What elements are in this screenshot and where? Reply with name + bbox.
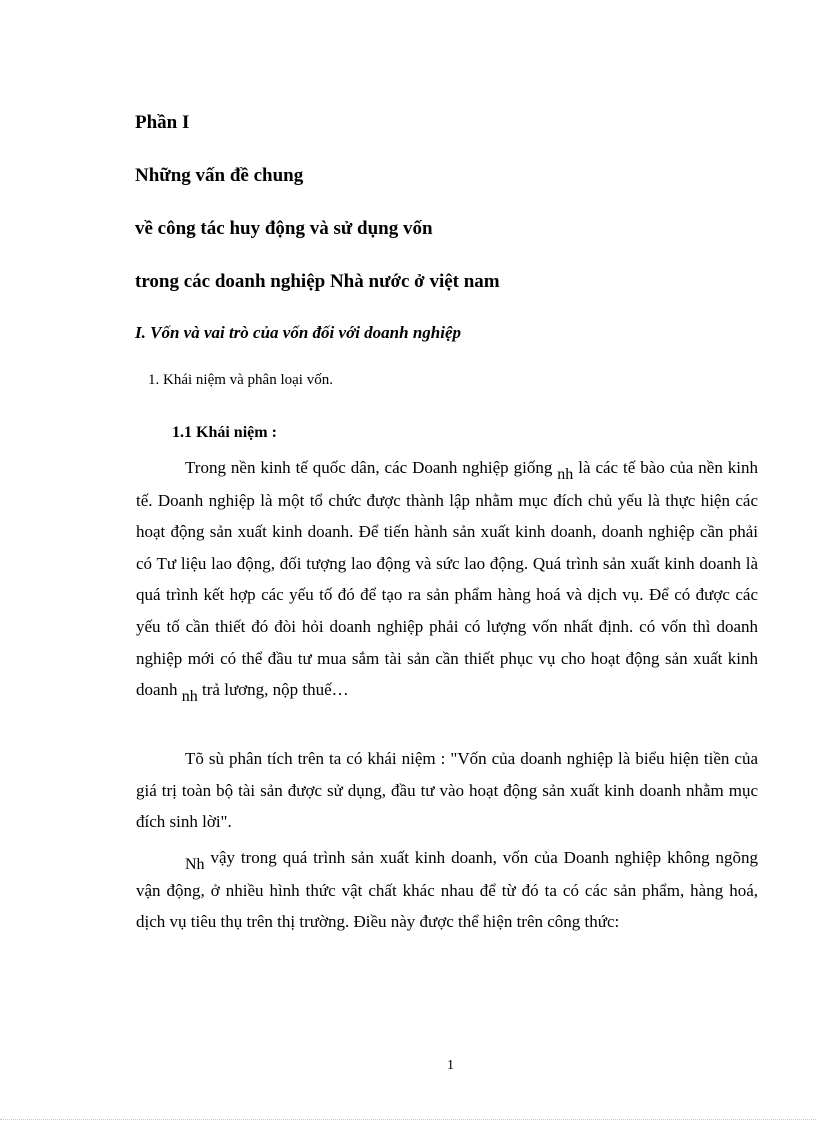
paragraph-1-text-c: trả lương, nộp thuế… [197,680,349,700]
title-line-2: về công tác huy động và sử dụng vốn [135,218,433,239]
paragraph-1 [136,452,758,707]
list-item-heading: 1. Khái niệm và phân loại vốn. [148,372,333,388]
page-break-line [0,1119,816,1120]
paragraph-2 [136,743,758,838]
paragraph-3-nh: Nh [185,856,205,873]
title-line-1: Những vấn đề chung [135,165,304,186]
paragraph-1-text-b: là các tế bào của nền kinh tế. Doanh nghiệp là một tổ chức được thành lập nhằm mục đích chủ yếu là thực hiện các hoạt động sản xuất kinh doanh. Để tiến hành sản xuất kinh doanh, doanh nghiệp cần phải có Tư liệu lao động, đối tượng lao động và sức lao động. Quá trình sản xuất kinh doanh là quá trình kết hợp các yếu tố đó để tạo ra sản phẩm hàng hoá và dịch vụ. Để có được các yếu tố cần thiết đó đòi hỏi doanh nghiệp phải có lượng vốn nhất định. có vốn thì doanh nghiệp mới có thể đầu tư mua sắm tài sản cần thiết phục vụ cho hoạt động sản xuất kinh doanh [136,458,759,700]
subsection-heading: 1.1 Khái niệm : [172,424,277,441]
section-heading: I. Vốn và vai trò của vốn đối với doanh nghiệp [135,323,462,342]
paragraph-2-text: Tõ sù phân tích trên ta có khái niệm : "Vốn của doanh nghiệp là biểu hiện tiền của giá trị toàn bộ tài sản được sử dụng, đầu tư vào hoạt động sản xuất kinh doanh nhằm mục đích sinh lời". [136,749,758,832]
paragraph-1-nh-2: nh [181,688,198,706]
paragraph-1-text-a: Trong nền kinh tế quốc dân, các Doanh nghiệp giống [185,458,558,477]
title-line-3: trong các doanh nghiệp Nhà nước ở việt nam [135,271,500,292]
paragraph-3 [136,842,758,938]
page-number: 1 [447,1058,454,1073]
paragraph-1-nh-1: nh [557,466,574,483]
paragraph-3-text: vậy trong quá trình sản xuất kinh doanh, vốn của Doanh nghiệp không ngõng vận động, ở nhiều hình thức vật chất khác nhau để từ đó ta có các sản phẩm, hàng hoá, dịch vụ tiêu thụ trên thị trường. Điều này được thể hiện trên công thức: [136,848,758,932]
part-heading: Phần I [135,112,190,133]
